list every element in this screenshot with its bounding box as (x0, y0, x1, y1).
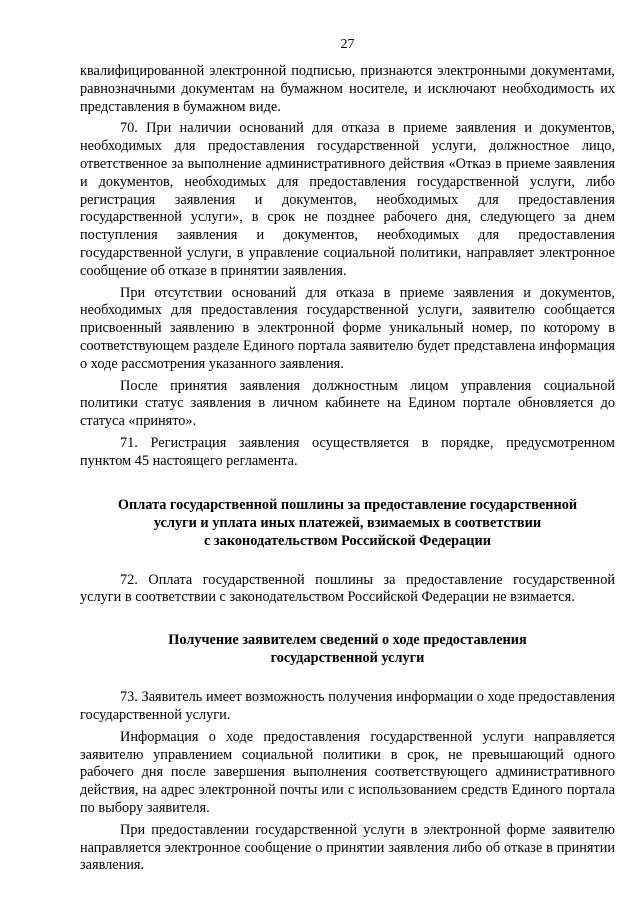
section-heading-state-fee (80, 496, 615, 550)
heading-line: государственной услуги (270, 650, 425, 667)
heading-line: Получение заявителем сведений о ходе предоставления (168, 632, 527, 649)
paragraph-73: 73. Заявитель имеет возможность получения информации о ходе предоставления государственной услуги. (80, 689, 615, 723)
paragraph-72: 72. Оплата государственной пошлины за предоставление государственной услуги в соответствии с законодательством Российской Федерации не взимается. (80, 571, 615, 606)
page-number: 27 (340, 37, 355, 52)
paragraph-71: 71. Регистрация заявления осуществляется в порядке, предусмотренном пунктом 45 настоящего регламента. (80, 434, 615, 469)
paragraph-status-accepted: После принятия заявления должностным лицом управления социальной политики статус заявления в личном кабинете на Едином портале обновляется до статуса «принято». (80, 377, 615, 430)
paragraph-no-refusal: При отсутствии оснований для отказа в приеме заявления и документов, необходимых для предоставления государственной услуги, заявителю сообщается присвоенный заявлению в электронной форме уникальный номер, по которому в соответствующем разделе Единого портала заявителю будет представлена информация о ходе рассмотрения указанного заявления. (80, 284, 615, 372)
paragraph-electronic-notice: При предоставлении государственной услуги в электронной форме заявителю направляется электронное сообщение о принятии заявления либо об отказе в принятии заявления. (80, 821, 615, 874)
paragraph-continuation: квалифицированной электронной подписью, признаются электронными документами, равнозначными документам на бумажном носителе, и исключают необходимость их представления в бумажном виде. (80, 63, 615, 115)
paragraph-70: 70. При наличии оснований для отказа в приеме заявления и документов, необходимых для предоставления государственной услуги, должностное лицо, ответственное за выполнение административного действия «Отказ в приеме заявления и документов, необходимых для предоставления государственной услуги, либо регистрация заявления и документов, необходимых для предоставления государственной услуги», в срок не позднее рабочего дня, следующего за днем поступления заявления и документов, необходимых для предоставления государственной услуги, в управление социальной политики, направляет электронное сообщение об отказе в принятии заявления. (80, 120, 615, 279)
heading-line: с законодательством Российской Федерации (204, 532, 491, 549)
section-heading-progress-info (80, 631, 615, 667)
heading-line: услуги и уплата иных платежей, взимаемых в соответствии (153, 514, 542, 531)
document-body (80, 63, 615, 875)
paragraph-progress-info: Информация о ходе предоставления государственной услуги направляется заявителю управлением социальной политики в срок, не превышающий одного рабочего дня после завершения выполнения соответствующего административного действия, на адрес электронной почты или с использованием средств Единого портала по выбору заявителя. (80, 728, 615, 816)
heading-line: Оплата государственной пошлины за предоставление государственной (117, 496, 578, 513)
